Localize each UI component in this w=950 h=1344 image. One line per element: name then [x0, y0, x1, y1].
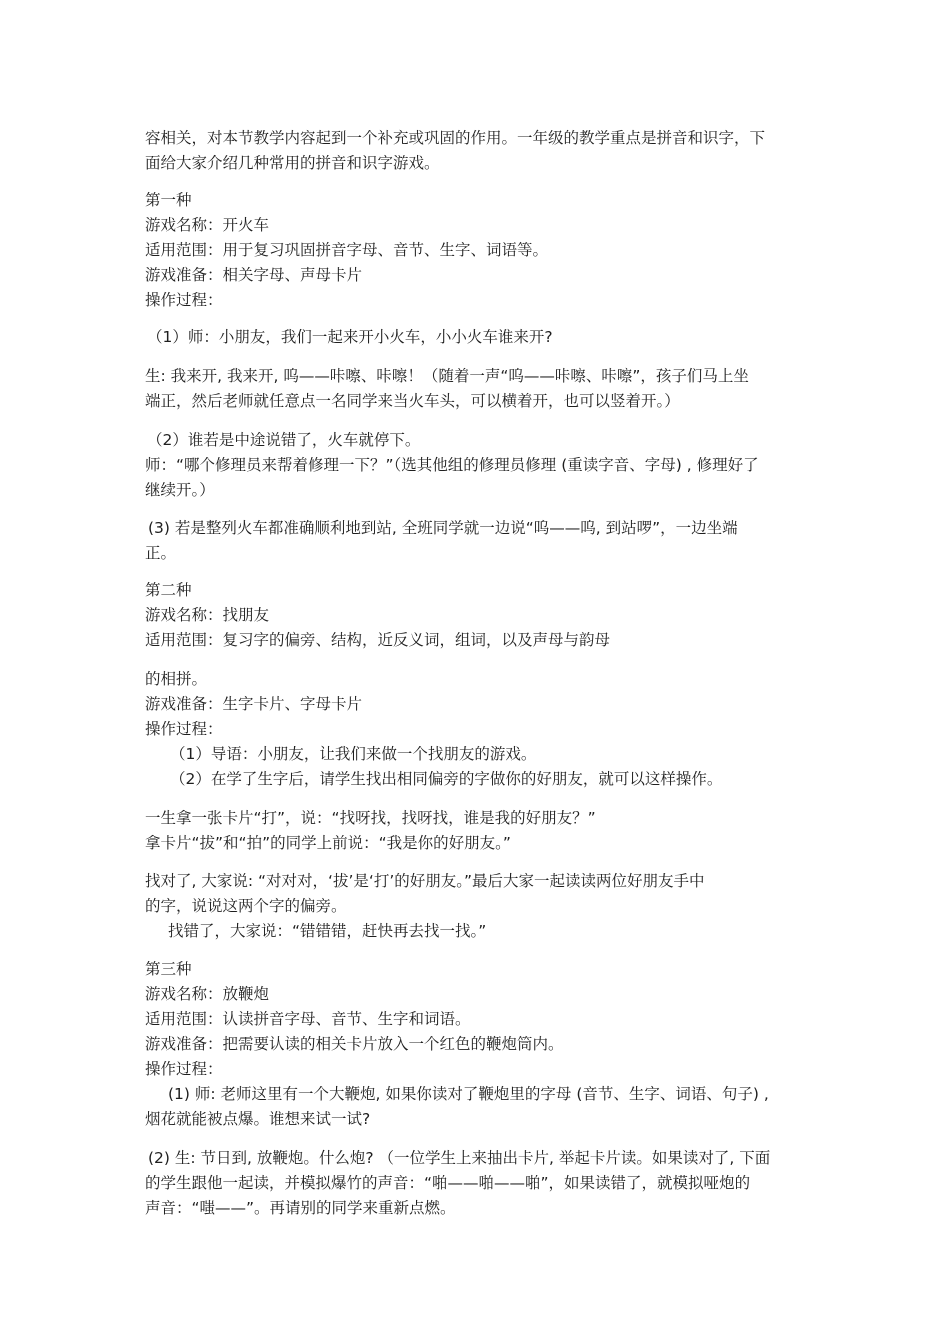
game2-dialog-2: 拿卡片“拔”和“拍”的同学上前说：“我是你的好朋友。” — [145, 834, 511, 852]
game3-step2-a: (2) 生: 节日到, 放鞭炮。什么炮? （一位学生上来抽出卡片, 举起卡片读。如果读对了, 下面 — [148, 1149, 771, 1167]
game2-dialog-1: 一生拿一张卡片“打”，说：“找呀找，找呀找，谁是我的好朋友？” — [145, 809, 596, 827]
game3-scope: 适用范围：认读拼音字母、音节、生字和词语。 — [145, 1010, 471, 1028]
game2-right-a: 找对了, 大家说: “对对对，‘拔’是‘打’的好朋友。”最后大家一起读读两位好朋友手中 — [145, 872, 705, 890]
game2-scope-a: 适用范围：复习字的偏旁、结构，近反义词，组词，以及声母与韵母 — [145, 631, 611, 649]
intro-line-1: 容相关，对本节教学内容起到一个补充或巩固的作用。一年级的教学重点是拼音和识字，下 — [145, 129, 766, 147]
game1-step1-reply-b: 端正，然后老师就任意点一名同学来当火车头，可以横着开，也可以竖着开。） — [145, 392, 680, 410]
game2-heading: 第二种 — [145, 581, 192, 599]
game3-heading: 第三种 — [145, 960, 192, 978]
game2-step1: （1）导语：小朋友，让我们来做一个找朋友的游戏。 — [170, 745, 537, 763]
game2-right-b: 的字，说说这两个字的偏旁。 — [145, 897, 347, 915]
game3-prep: 游戏准备：把需要认读的相关卡片放入一个红色的鞭炮筒内。 — [145, 1035, 564, 1053]
game2-prep: 游戏准备：生字卡片、字母卡片 — [145, 695, 363, 713]
game1-scope: 适用范围：用于复习巩固拼音字母、音节、生字、词语等。 — [145, 241, 549, 259]
game3-step2-b: 的学生跟他一起读，并模拟爆竹的声音：“啪——啪——啪”，如果读错了，就模拟哑炮的 — [145, 1174, 751, 1192]
game1-step3-b: 正。 — [145, 544, 177, 562]
game3-step2-c: 声音：“嗤——”。再请别的同学来重新点燃。 — [145, 1199, 456, 1217]
game1-step2-teacher-b: 继续开。） — [145, 481, 215, 499]
game1-step2: （2）谁若是中途说错了，火车就停下。 — [147, 431, 421, 449]
game3-step1-b: 烟花就能被点爆。谁想来试一试? — [145, 1110, 371, 1128]
game3-process: 操作过程： — [145, 1060, 223, 1078]
game1-heading: 第一种 — [145, 191, 192, 209]
game1-step1-reply-a: 生: 我来开, 我来开, 呜——咔嚓、咔嚓！（随着一声“呜——咔嚓、咔嚓”，孩子们马上坐 — [145, 367, 749, 385]
game3-step1-a: (1) 师: 老师这里有一个大鞭炮, 如果你读对了鞭炮里的字母 (音节、生字、词语、句子) , — [168, 1085, 769, 1103]
game1-step2-teacher-a: 师：“哪个修理员来帮着修理一下？”（选其他组的修理员修理 (重读字音、字母) , 修理好了 — [145, 456, 759, 474]
game2-wrong: 找错了，大家说：“错错错，赶快再去找一找。” — [168, 922, 487, 940]
game1-process: 操作过程： — [145, 291, 223, 309]
game2-name: 游戏名称：找朋友 — [145, 606, 270, 624]
game1-prep: 游戏准备：相关字母、声母卡片 — [145, 266, 363, 284]
game1-step3-a: (3) 若是整列火车都准确顺利地到站, 全班同学就一边说“呜——呜, 到站啰”，一边坐端 — [148, 519, 738, 537]
game2-step2: （2）在学了生字后，请学生找出相同偏旁的字做你的好朋友，就可以这样操作。 — [170, 770, 723, 788]
intro-line-2: 面给大家介绍几种常用的拼音和识字游戏。 — [145, 154, 440, 172]
game1-step1: （1）师：小朋友，我们一起来开小火车，小小火车谁来开? — [147, 328, 553, 346]
game2-process: 操作过程： — [145, 720, 223, 738]
game3-name: 游戏名称：放鞭炮 — [145, 985, 270, 1003]
game1-name: 游戏名称：开火车 — [145, 216, 270, 234]
game2-scope-b: 的相拼。 — [145, 670, 208, 688]
